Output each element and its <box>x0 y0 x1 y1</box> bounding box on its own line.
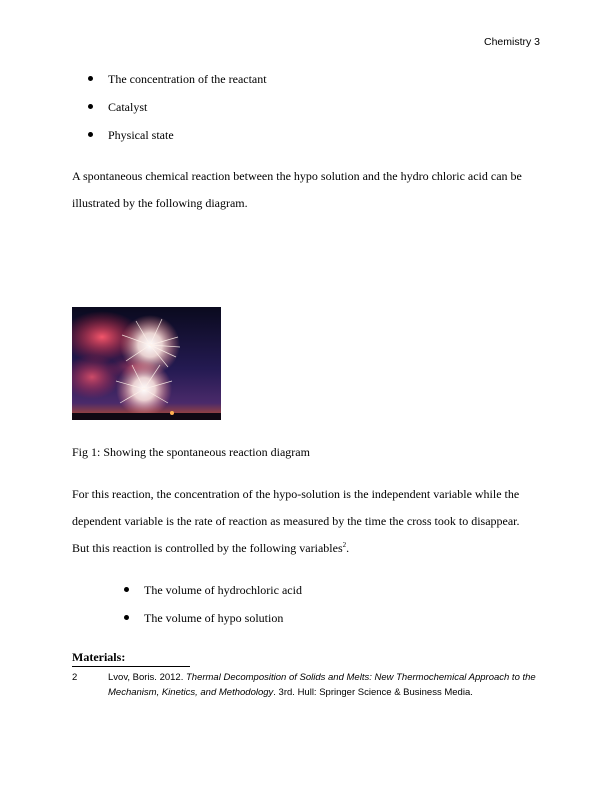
footnote-number: 2 <box>72 672 78 683</box>
factors-list <box>88 71 267 155</box>
materials-heading: Materials: <box>72 650 126 664</box>
list-item: The volume of hypo solution <box>124 610 302 638</box>
fireworks-photo <box>72 307 221 420</box>
footnote: 2 Lvov, Boris. 2012. Thermal Decomposition of Solids and Melts: New Thermochemical Approach to the Mechanism, Kinetics, and Methodology. 3rd. Hull: Springer Science & Business Media. <box>72 672 536 698</box>
bullet-icon <box>124 615 129 620</box>
bullet-icon <box>124 587 129 592</box>
list-item: The volume of hydrochloric acid <box>124 582 302 610</box>
bullet-icon <box>88 76 93 81</box>
intro-paragraph: A spontaneous chemical reaction between the hypo solution and the hydro chloric acid can be illustrated by the following diagram. <box>72 169 522 210</box>
list-item: Catalyst <box>88 99 267 127</box>
footnote-separator <box>72 666 190 667</box>
list-item: The concentration of the reactant <box>88 71 267 99</box>
footnote-reference: 2 <box>342 541 347 549</box>
list-item: Physical state <box>88 127 267 155</box>
bullet-icon <box>88 104 93 109</box>
controlled-variables-list <box>124 582 302 638</box>
figure-caption: Fig 1: Showing the spontaneous reaction diagram <box>72 445 310 459</box>
variables-paragraph: For this reaction, the concentration of the hypo-solution is the independent variable while the dependent variable is the rate of reaction as measured by the time the cross took to disappear. But this reaction is controlled by the following variables$^2$. <box>72 487 520 555</box>
running-header: Chemistry 3 <box>483 36 540 48</box>
bullet-icon <box>88 132 93 137</box>
footnote-book-title: Thermal Decomposition of Solids and Melts: New Thermochemical Approach to the Mechanism, Kinetics, and Methodology <box>108 672 536 698</box>
